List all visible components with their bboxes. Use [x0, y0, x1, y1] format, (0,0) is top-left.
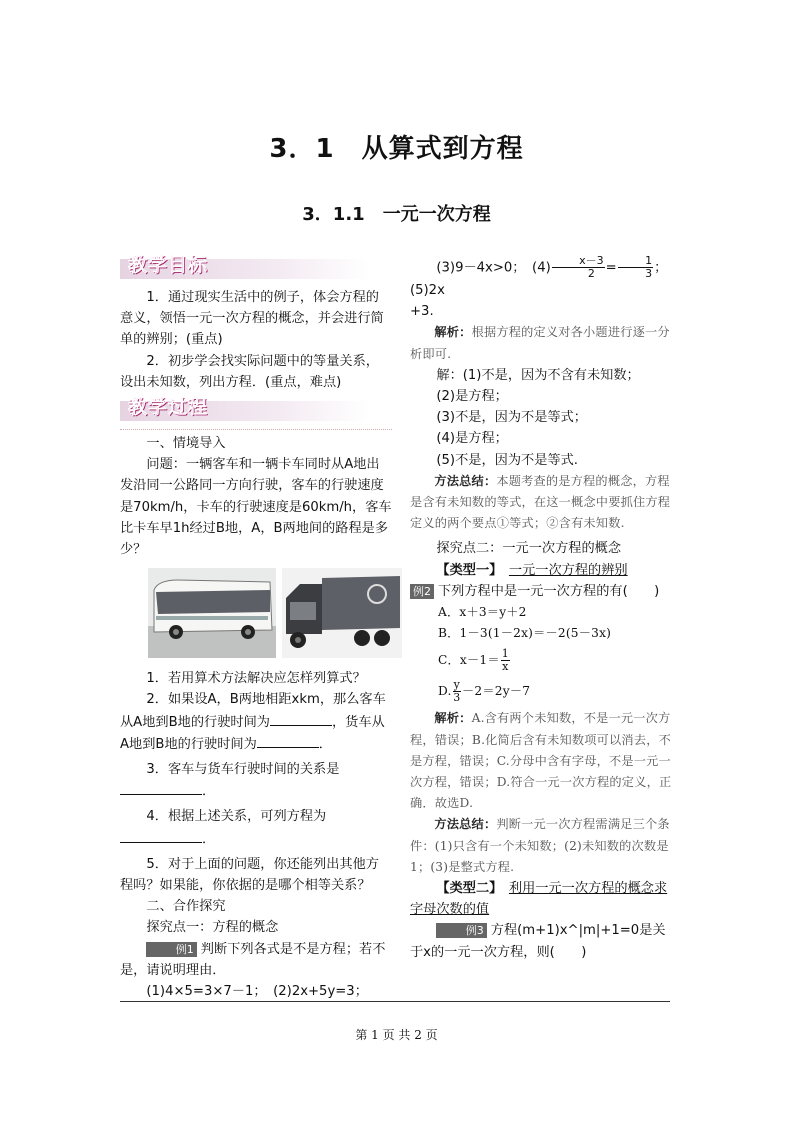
goal-1: 1．通过现实生活中的例子，体会方程的意义，领悟一元一次方程的概念，并会进行简单的辨别；(重点): [120, 290, 384, 348]
example-tag: 例2: [410, 584, 434, 599]
process-banner: 教学过程: [120, 397, 392, 423]
right-column: (3)9－4x>0； (4) $\frac{x-3}{2}$ = $\frac{1}{3}$ ； (5)2x +3. 解析：根据方程的定义对各小题进行逐一分析即可. 解：(1)不是，因为不含有未知数； (2)是方程； (3)不是，因为不是等式； (4)是方程； (5)不是，因为不是等式. 方法总结：本题考查的是方程的概念，方程是含有未知数的等式，在这一概念中要抓住方程定义的两个要点①等式；②含有未知数. 探究点二：一元一次方程的概念 【类型一】 一元一次方程的辨别 例2 下列方程中是一元一次方程的有( ) A．x＋3＝y＋2 B．1－3(1－2x)＝－2(5－3x) C．x－1＝ $\frac{1}{x}$ D. $\frac{y}{3}$ －2＝2y－7 解析：A.含有两个未知数，不是一元一次方程，错误；B.化简后含有未知数项可以消去，不是方程，错误；C.分母中含有字母，不是一元一次方程，错误；D.符合一元一次方程的定义，正确．故选D. 方法总结：判断一元一次方程需满足三个条件：(1)只含有一个未知数；(2)未知数的次数是1；(3)是整式方程. 【类型二】 利用一元一次方程的概念求字母次数的值 例3 方程(m+1)x^|m|+1=0是关于x的一元一次方程，则( ): [410, 255, 676, 963]
example-2: 例2 下列方程中是一元一次方程的有( ): [410, 581, 676, 602]
footer-divider: [120, 1001, 670, 1002]
answer-blank: [257, 733, 319, 748]
type-1-heading: 【类型一】 一元一次方程的辨别: [436, 562, 628, 578]
page-footer: 第 1 页 共 2 页: [355, 1028, 438, 1042]
answer-blank: [270, 711, 332, 726]
solution-1: 解：(1)不是，因为不含有未知数；: [436, 367, 640, 383]
example-tag: 例3: [436, 923, 486, 938]
example-3: 例3 方程(m+1)x^|m|+1=0是关于x的一元一次方程，则( ): [410, 923, 666, 960]
question-5: 5．对于上面的问题，你还能列出其他方程吗？如果能，你依据的是哪个相等关系？: [120, 856, 379, 894]
bus-photo: [148, 568, 276, 658]
left-column: 教学目标 1．通过现实生活中的例子，体会方程的意义，领悟一元一次方程的概念，并会进行简单的辨别；(重点) 2．初步学会找实际问题中的等量关系，设出未知数，列出方程．(重点，难点) 教学过程 一、情境导入 问题：一辆客车和一辆卡车同时从A地出发沿同一公路同一方向行驶，客车的行驶速度是70km/h，卡车的行驶速度是60km/h，客车比卡车早1h经过B地，A，B两地间的路程是多少？ 1．若用算术方法解决应怎样列算式？ 2．如果设A，B两地相距xkm，那么客车从A地到B地的行驶时间为 ，货车从A地到B地的行驶时间为 ． 3．客车与货车行驶时间的关系是 ． 4．根据上述关系，可列方程为 ． 5．对于上面的问题，你还能列出其他方程吗？如果能，你依据的是哪个相等关系？ 二、合作探究 探究点一：方程的概念 例1 判断下列各式是不是方程；若不是，请说明理由． (1)4×5=3×7－1； (2)2x+5y=3；: [120, 255, 392, 1002]
method-summary-2: 方法总结：判断一元一次方程需满足三个条件：(1)只含有一个未知数；(2)未知数的次数是1；(3)是整式方程.: [410, 817, 670, 874]
method-summary-1: 方法总结：本题考查的是方程的概念，方程是含有未知数的等式，在这一概念中要抓住方程定义的两个要点①等式；②含有未知数.: [410, 473, 671, 531]
section-cooperate: 二、合作探究: [146, 899, 226, 915]
option-a: A．x＋3＝y＋2: [438, 605, 527, 620]
example-tag: 例1: [146, 942, 196, 957]
analysis-2: 解析：A.含有两个未知数，不是一元一次方程，错误；B.化简后含有未知数项可以消去，不是方程，错误；C.分母中含有字母，不是一元一次方程，错误；D.符合一元一次方程的定义，正确．故选D.: [410, 711, 672, 811]
goal-2: 2．初步学会找实际问题中的等量关系，设出未知数，列出方程．(重点，难点): [120, 353, 379, 390]
example-1-items-cont: (3)9－4x>0； (4) $\frac{x-3}{2}$ = $\frac{1}{3}$ ； (5)2x: [410, 254, 674, 298]
answer-blank: [120, 828, 202, 843]
option-c: C．x－1＝ $\frac{1}{x}$: [438, 647, 509, 674]
analysis-1: 解析：根据方程的定义对各小题进行逐一分析即可.: [410, 325, 670, 361]
problem-text: 问题：一辆客车和一辆卡车同时从A地出发沿同一公路同一方向行驶，客车的行驶速度是70km/h，卡车的行驶速度是60km/h，客车比卡车早1h经过B地，A，B两地间的路程是多少？: [120, 457, 392, 558]
section-situation: 一、情境导入: [146, 436, 226, 452]
type-2-heading: 【类型二】 利用一元一次方程的概念求字母次数的值: [410, 881, 668, 918]
page-title: 3．1 从算式到方程: [269, 134, 524, 164]
vehicle-photos: [120, 568, 392, 660]
question-4: 4．根据上述关系，可列方程为: [146, 809, 327, 825]
answer-blank: [120, 780, 202, 795]
option-b: B．1－3(1－2x)＝－2(5－3x): [438, 626, 612, 641]
explore-point-2: 探究点二：一元一次方程的概念: [436, 541, 622, 557]
section-subtitle: 3．1.1 一元一次方程: [302, 204, 491, 225]
explore-point-1: 探究点一：方程的概念: [146, 920, 279, 936]
example-1: 例1 判断下列各式是不是方程；若不是，请说明理由．: [120, 941, 386, 978]
truck-photo: [282, 568, 402, 658]
goals-banner: 教学目标: [120, 255, 392, 281]
question-2: 2．如果设A，B两地相距xkm，那么客车从A地到B地的行驶时间为 ，货车从A地到B地的行驶时间为 ．: [120, 692, 386, 752]
question-3: 3．客车与货车行驶时间的关系是: [146, 762, 340, 778]
option-d: D. $\frac{y}{3}$ －2＝2y－7: [438, 678, 531, 705]
question-1: 1．若用算术方法解决应怎样列算式？: [146, 671, 366, 687]
example-1-items: (1)4×5=3×7－1； (2)2x+5y=3；: [146, 984, 368, 1000]
